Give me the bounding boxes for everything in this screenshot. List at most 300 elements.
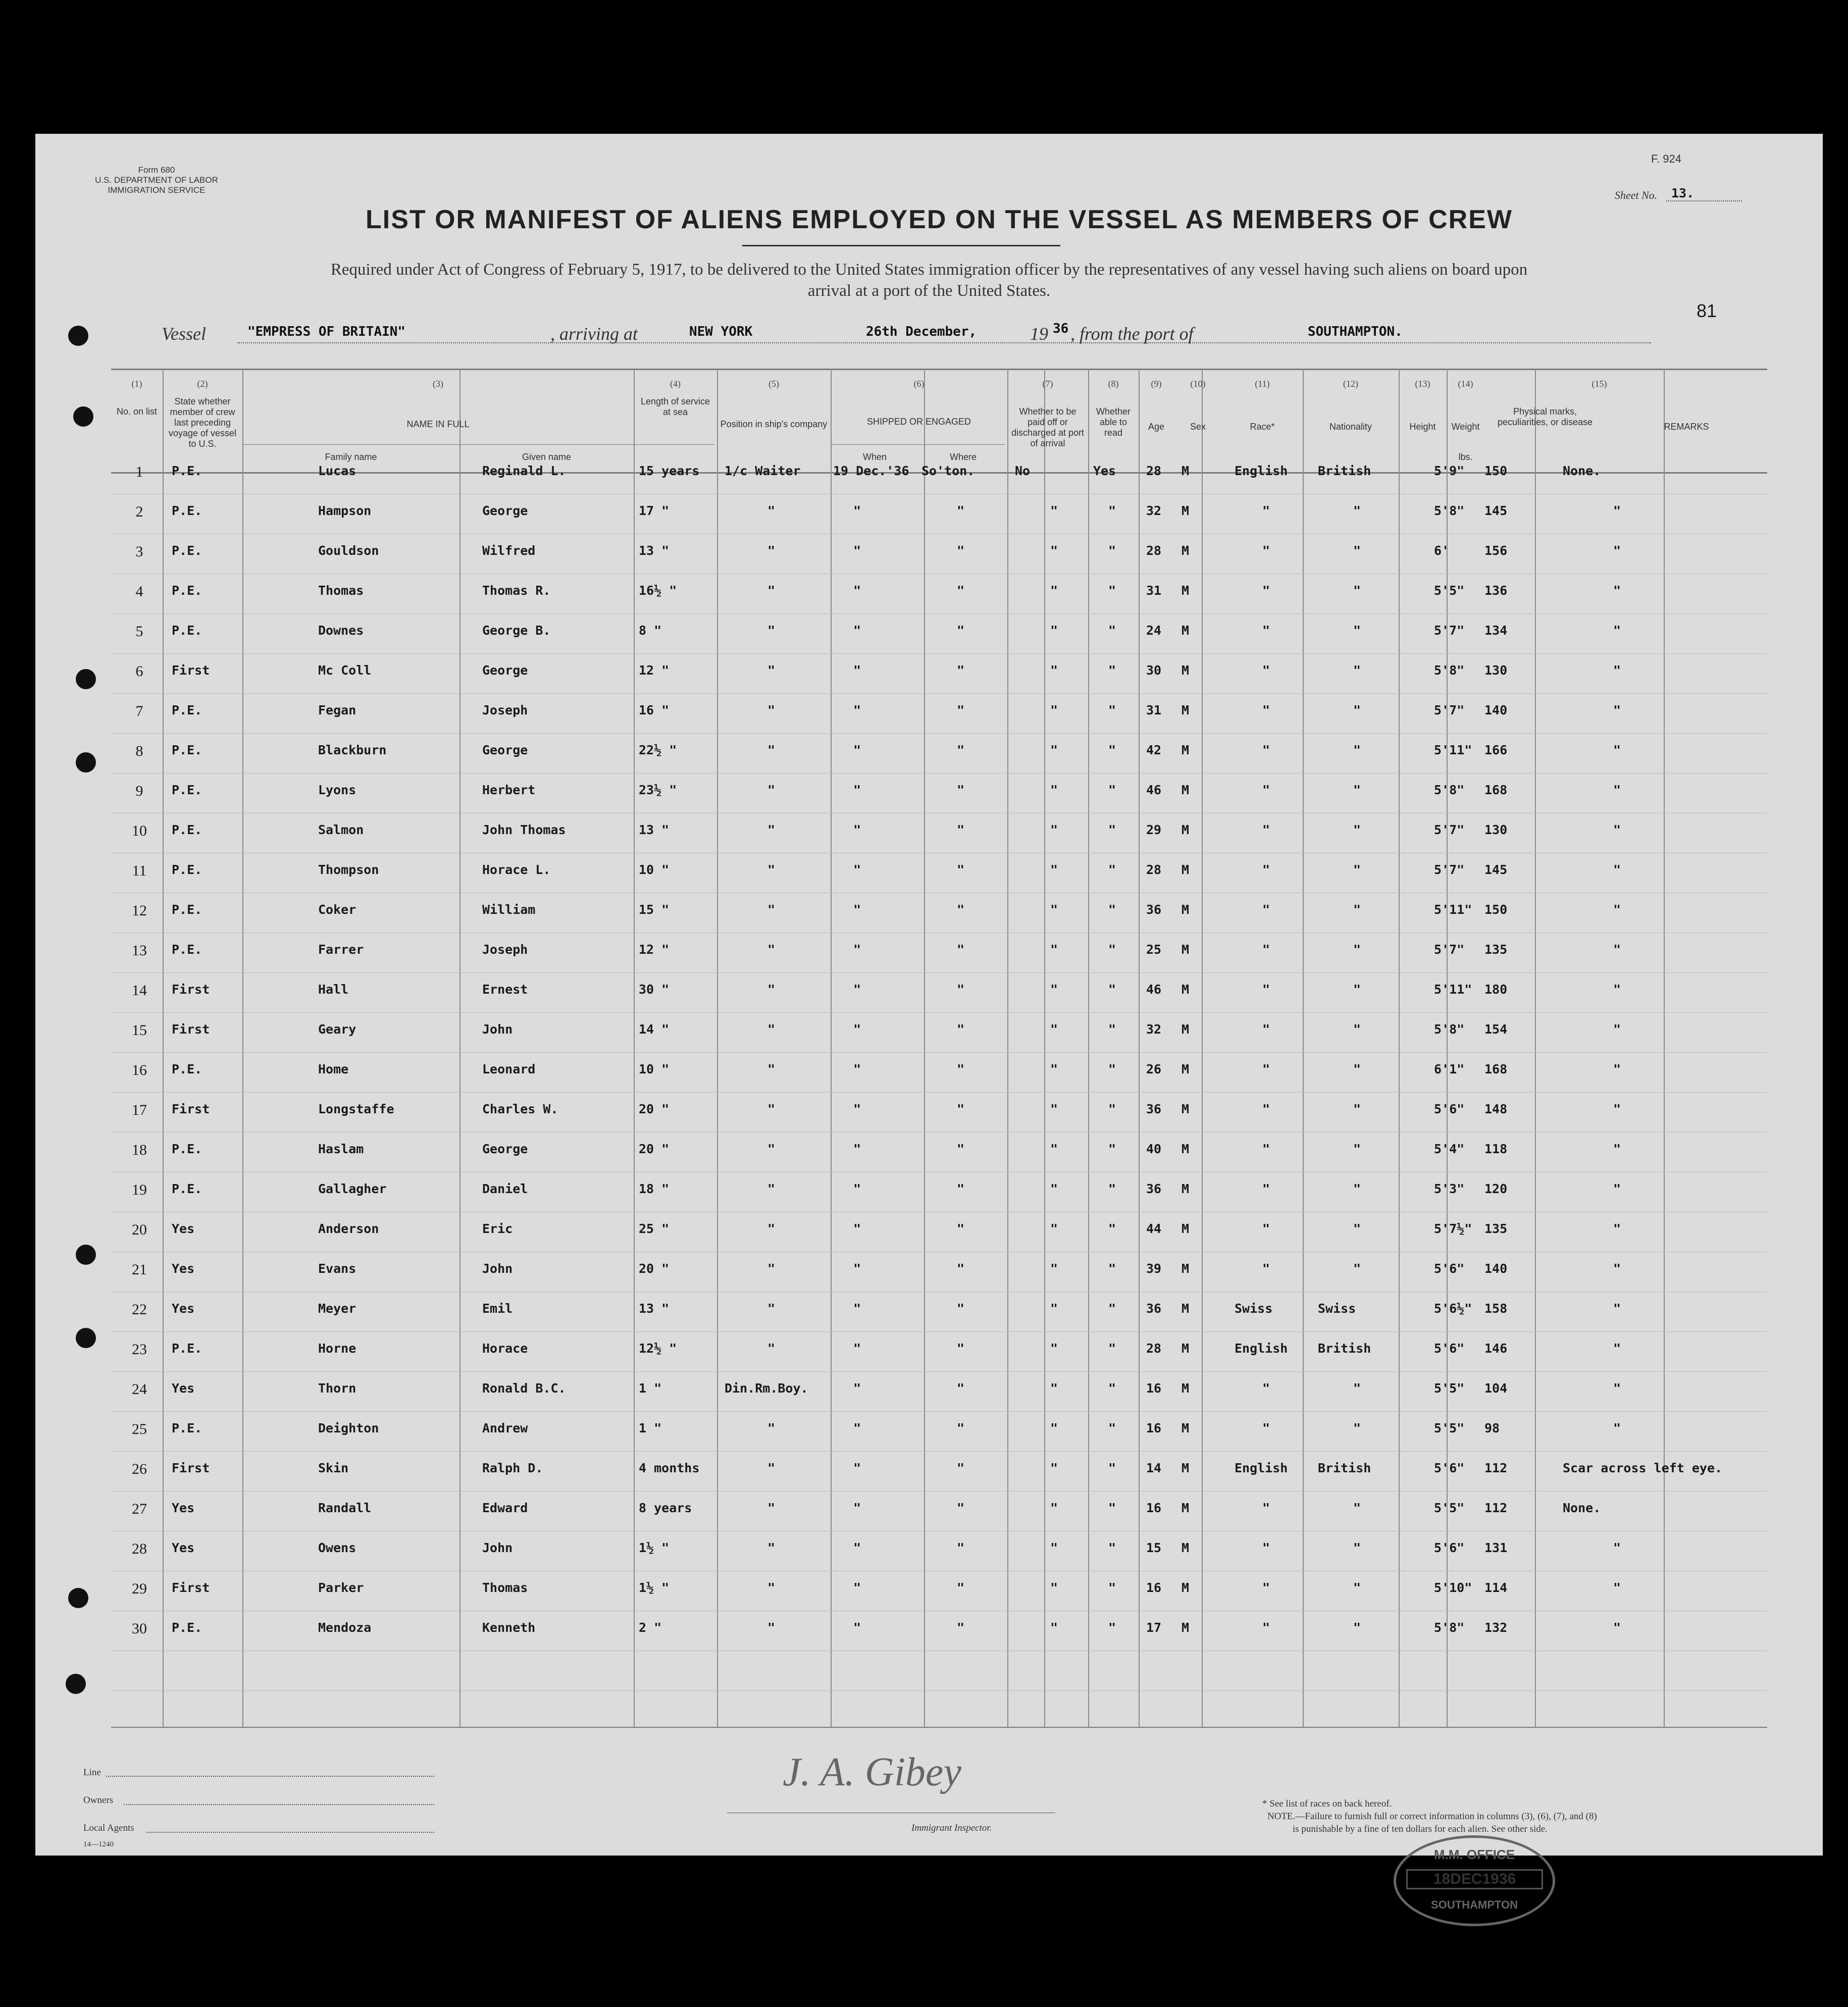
where-header: Where <box>949 452 977 462</box>
crew-status: First <box>172 1102 210 1116</box>
family-name: Randall <box>318 1501 372 1515</box>
crew-status: P.E. <box>172 902 202 917</box>
able-to-read: " <box>1108 783 1116 797</box>
race: English <box>1235 1461 1288 1475</box>
shipped-where: " <box>957 1221 965 1236</box>
family-name: Gouldson <box>318 543 379 558</box>
nationality: " <box>1353 1381 1361 1396</box>
nationality: " <box>1353 783 1361 797</box>
ship-position: " <box>767 1341 776 1356</box>
paid-off: " <box>1050 663 1058 678</box>
nationality: " <box>1353 743 1361 757</box>
weight: 145 <box>1484 862 1508 877</box>
able-to-read: " <box>1108 1620 1116 1635</box>
column-number: (8) <box>1108 379 1119 389</box>
punch-hole <box>73 406 93 427</box>
able-to-read: " <box>1108 1221 1116 1236</box>
given-name: Ronald B.C. <box>482 1381 566 1396</box>
crew-status: First <box>172 1461 210 1475</box>
height: 5'6" <box>1434 1261 1465 1276</box>
column-rule <box>163 369 164 1727</box>
row-rule <box>111 1012 1767 1013</box>
crew-status: P.E. <box>172 1181 202 1196</box>
height-header: Height <box>1409 422 1436 432</box>
shipped-when: " <box>853 982 861 997</box>
row-number: 23 <box>132 1341 147 1358</box>
crew-status: Yes <box>172 1261 195 1276</box>
height: 5'7" <box>1434 703 1465 717</box>
paid-off: " <box>1050 783 1058 797</box>
crew-status: P.E. <box>172 623 202 638</box>
weight: 180 <box>1484 982 1508 997</box>
height: 6' <box>1434 543 1450 558</box>
agents-label: Local Agents <box>83 1823 134 1833</box>
column-number: (4) <box>670 379 681 389</box>
subtitle-line-2: arrival at a port of the United States. <box>807 282 1051 300</box>
physical-marks: " <box>1613 1102 1621 1116</box>
able-to-read: " <box>1108 703 1116 717</box>
origin-port: SOUTHAMPTON. <box>1308 324 1403 339</box>
row-number: 8 <box>135 743 143 759</box>
sex: M <box>1182 1580 1190 1595</box>
row-number: 27 <box>132 1501 147 1517</box>
shipped-where: " <box>957 1102 965 1116</box>
column-rule <box>831 369 832 1727</box>
physical-marks-header: Physical marks, peculiarities, or disease <box>1497 406 1593 427</box>
physical-marks: " <box>1613 1221 1621 1236</box>
paid-off: " <box>1050 623 1058 638</box>
race: " <box>1262 1022 1270 1037</box>
height: 5'6½" <box>1434 1301 1472 1316</box>
shipped-when: " <box>853 1461 861 1475</box>
height: 5'6" <box>1434 1341 1465 1356</box>
race: English <box>1235 464 1288 478</box>
race-note: * See list of races on back hereof. <box>1262 1798 1392 1809</box>
given-name: Joseph <box>482 703 528 717</box>
weight: 156 <box>1484 543 1508 558</box>
paid-off: " <box>1050 1421 1058 1435</box>
column-number: (11) <box>1255 379 1270 389</box>
crew-status: P.E. <box>172 1341 202 1356</box>
row-rule <box>111 1092 1767 1093</box>
inspector-signature: J. A. Gibey <box>783 1750 961 1794</box>
crew-status: P.E. <box>172 862 202 877</box>
given-name: Andrew <box>482 1421 528 1435</box>
sex: M <box>1182 543 1190 558</box>
family-name: Haslam <box>318 1142 364 1156</box>
race: " <box>1262 982 1270 997</box>
weight: 134 <box>1484 623 1508 638</box>
race: " <box>1262 902 1270 917</box>
crew-status: P.E. <box>172 1142 202 1156</box>
shipped-when: " <box>853 663 861 678</box>
nationality: Swiss <box>1318 1301 1356 1316</box>
shipped-where: " <box>957 902 965 917</box>
paid-off: " <box>1050 1261 1058 1276</box>
race: " <box>1262 503 1270 518</box>
physical-marks: " <box>1613 1381 1621 1396</box>
age: 42 <box>1146 743 1162 757</box>
length-of-service: 23½ " <box>639 783 677 797</box>
able-to-read: " <box>1108 1501 1116 1515</box>
sex: M <box>1182 1022 1190 1037</box>
age: 28 <box>1146 1341 1162 1356</box>
row-number: 4 <box>135 583 143 600</box>
age: 46 <box>1146 982 1162 997</box>
shipped-when: " <box>853 1620 861 1635</box>
agents-field <box>146 1832 434 1833</box>
shipped-where: " <box>957 1142 965 1156</box>
from-label: , from the port of <box>1070 324 1194 344</box>
paid-off: " <box>1050 1062 1058 1076</box>
sex: M <box>1182 663 1190 678</box>
shipped-when: " <box>853 1102 861 1116</box>
punch-hole <box>68 326 88 346</box>
given-name: Leonard <box>482 1062 536 1076</box>
crew-status: P.E. <box>172 743 202 757</box>
physical-marks: " <box>1613 822 1621 837</box>
age: 46 <box>1146 783 1162 797</box>
column-number: (12) <box>1343 379 1358 389</box>
punch-hole <box>76 1328 96 1348</box>
family-name-header: Family name <box>325 452 377 462</box>
height: 5'8" <box>1434 1022 1465 1037</box>
given-name: John <box>482 1022 513 1037</box>
row-number: 11 <box>132 862 147 879</box>
year-suffix: 36 <box>1053 321 1069 336</box>
length-of-service: 1½ " <box>639 1540 670 1555</box>
shipped-where: " <box>957 1540 965 1555</box>
length-of-service: 12½ " <box>639 1341 677 1356</box>
form-number: Form 680 <box>138 165 175 175</box>
column-rule <box>924 369 925 1727</box>
age: 17 <box>1146 1620 1162 1635</box>
length-of-service: 13 " <box>639 543 670 558</box>
ship-position: " <box>767 1540 776 1555</box>
owners-field <box>124 1804 434 1805</box>
nationality: " <box>1353 703 1361 717</box>
margin-number: 81 <box>1697 300 1717 321</box>
ship-position: " <box>767 1461 776 1475</box>
family-name: Meyer <box>318 1301 356 1316</box>
shipped-where: " <box>957 503 965 518</box>
crew-status: Yes <box>172 1540 195 1555</box>
shipped-when: " <box>853 1301 861 1316</box>
shipped-where: " <box>957 1421 965 1435</box>
age-header: Age <box>1148 422 1165 432</box>
able-to-read: " <box>1108 583 1116 598</box>
family-name: Deighton <box>318 1421 379 1435</box>
height: 5'6" <box>1434 1540 1465 1555</box>
sex: M <box>1182 1540 1190 1555</box>
given-name: George <box>482 663 528 678</box>
age: 39 <box>1146 1261 1162 1276</box>
line-field <box>106 1776 434 1777</box>
footer-code: 14—1240 <box>83 1840 114 1848</box>
physical-marks: None. <box>1563 464 1601 478</box>
family-name: Mc Coll <box>318 663 372 678</box>
family-name: Hall <box>318 982 349 997</box>
able-to-read: " <box>1108 862 1116 877</box>
row-rule <box>111 613 1767 614</box>
length-of-service: 14 " <box>639 1022 670 1037</box>
row-number: 24 <box>132 1381 147 1398</box>
shipped-where: " <box>957 1580 965 1595</box>
length-of-service: 22½ " <box>639 743 677 757</box>
able-to-read: " <box>1108 623 1116 638</box>
shipped-when: " <box>853 503 861 518</box>
nationality: British <box>1318 1461 1371 1475</box>
race: " <box>1262 1062 1270 1076</box>
age: 32 <box>1146 503 1162 518</box>
crew-status: P.E. <box>172 822 202 837</box>
weight-header: Weight <box>1451 422 1480 432</box>
length-of-service: 8 years <box>639 1501 692 1515</box>
name-in-full-header: NAME IN FULL <box>406 419 470 429</box>
ship-position: " <box>767 1501 776 1515</box>
family-name: Farrer <box>318 942 364 957</box>
family-name: Blackburn <box>318 743 387 757</box>
weight: 104 <box>1484 1381 1508 1396</box>
age: 24 <box>1146 623 1162 638</box>
row-number: 28 <box>132 1540 147 1557</box>
race: " <box>1262 1261 1270 1276</box>
sex: M <box>1182 822 1190 837</box>
row-number: 14 <box>132 982 147 999</box>
able-to-read: " <box>1108 1381 1116 1396</box>
paid-off: " <box>1050 1102 1058 1116</box>
age: 14 <box>1146 1461 1162 1475</box>
race: " <box>1262 822 1270 837</box>
shipped-where: " <box>957 543 965 558</box>
column-number: (6) <box>913 379 925 389</box>
able-to-read: " <box>1108 1062 1116 1076</box>
shipped-when: " <box>853 1261 861 1276</box>
crew-member-header: State whether member of crew last preceding voyage of vessel to U.S. <box>168 396 237 449</box>
nationality: " <box>1353 503 1361 518</box>
race: English <box>1235 1341 1288 1356</box>
nationality: " <box>1353 1022 1361 1037</box>
crew-status: First <box>172 663 210 678</box>
physical-marks: " <box>1613 703 1621 717</box>
nationality: " <box>1353 902 1361 917</box>
crew-status: P.E. <box>172 1062 202 1076</box>
shipped-where: " <box>957 663 965 678</box>
weight: 98 <box>1484 1421 1500 1435</box>
weight: 135 <box>1484 942 1508 957</box>
shipped-when: " <box>853 1022 861 1037</box>
age: 31 <box>1146 583 1162 598</box>
shipped-header: SHIPPED OR ENGAGED <box>866 417 971 427</box>
ship-position: " <box>767 1022 776 1037</box>
column-number: (7) <box>1042 379 1053 389</box>
given-name: John <box>482 1540 513 1555</box>
weight: 130 <box>1484 663 1508 678</box>
column-rule <box>1399 369 1400 1727</box>
given-name: Thomas R. <box>482 583 551 598</box>
crew-status: P.E. <box>172 783 202 797</box>
family-name: Downes <box>318 623 364 638</box>
nationality: " <box>1353 543 1361 558</box>
no-on-list-header: No. on list <box>116 406 158 417</box>
paid-off: " <box>1050 822 1058 837</box>
sheet-label: Sheet No. <box>1614 189 1658 201</box>
ship-position: " <box>767 543 776 558</box>
row-rule <box>111 1331 1767 1332</box>
length-of-service: 8 " <box>639 623 662 638</box>
row-rule <box>111 972 1767 973</box>
race: " <box>1262 743 1270 757</box>
family-name: Mendoza <box>318 1620 372 1635</box>
weight: 114 <box>1484 1580 1508 1595</box>
lbs-header: lbs. <box>1458 452 1473 462</box>
age: 44 <box>1146 1221 1162 1236</box>
physical-marks: " <box>1613 623 1621 638</box>
column-rule <box>1044 369 1045 1727</box>
age: 40 <box>1146 1142 1162 1156</box>
shipped-where: " <box>957 862 965 877</box>
nationality: " <box>1353 1421 1361 1435</box>
family-name: Thompson <box>318 862 379 877</box>
punch-hole <box>76 752 96 773</box>
nationality: " <box>1353 1501 1361 1515</box>
family-name: Fegan <box>318 703 356 717</box>
given-name: Edward <box>482 1501 528 1515</box>
height: 5'4" <box>1434 1142 1465 1156</box>
sheet-number-line <box>1666 200 1742 201</box>
family-name: Home <box>318 1062 349 1076</box>
ship-position: " <box>767 1261 776 1276</box>
ship-position: " <box>767 822 776 837</box>
column-number: (10) <box>1190 379 1206 389</box>
nationality: " <box>1353 1102 1361 1116</box>
row-number: 17 <box>132 1102 147 1118</box>
row-number: 6 <box>135 663 143 680</box>
ship-position: " <box>767 902 776 917</box>
shipped-where: " <box>957 1381 965 1396</box>
shipped-when: " <box>853 783 861 797</box>
crew-status: First <box>172 982 210 997</box>
crew-status: Yes <box>172 1221 195 1236</box>
able-to-read: " <box>1108 1421 1116 1435</box>
owners-label: Owners <box>83 1795 114 1806</box>
sex: M <box>1182 1620 1190 1635</box>
weight: 150 <box>1484 902 1508 917</box>
able-to-read: " <box>1108 663 1116 678</box>
length-of-service: 20 " <box>639 1261 670 1276</box>
sex: M <box>1182 1261 1190 1276</box>
weight: 150 <box>1484 464 1508 478</box>
race: " <box>1262 1381 1270 1396</box>
physical-marks: " <box>1613 1540 1621 1555</box>
physical-marks: " <box>1613 543 1621 558</box>
ship-position: " <box>767 503 776 518</box>
paid-off: " <box>1050 1022 1058 1037</box>
subtitle-line-1: Required under Act of Congress of February 5, 1917, to be delivered to the United States immigration officer by the representatives of any vessel having such aliens on board upon <box>330 261 1528 279</box>
given-name: George B. <box>482 623 551 638</box>
row-number: 2 <box>135 503 143 520</box>
given-name: George <box>482 1142 528 1156</box>
weight: 136 <box>1484 583 1508 598</box>
ship-position: " <box>767 1620 776 1635</box>
inspector-label: Immigrant Inspector. <box>911 1823 992 1833</box>
arriving-label: , arriving at <box>550 324 638 344</box>
row-number: 15 <box>132 1022 147 1039</box>
given-name: George <box>482 743 528 757</box>
family-name: Coker <box>318 902 356 917</box>
sex: M <box>1182 902 1190 917</box>
ship-position: " <box>767 583 776 598</box>
shipped-when: " <box>853 1341 861 1356</box>
department: U.S. DEPARTMENT OF LABOR <box>95 175 218 185</box>
length-of-service: 4 months <box>639 1461 700 1475</box>
given-name: Wilfred <box>482 543 536 558</box>
length-of-service: 20 " <box>639 1142 670 1156</box>
length-of-service: 30 " <box>639 982 670 997</box>
shipped-when: " <box>853 1580 861 1595</box>
paid-off: " <box>1050 1501 1058 1515</box>
height: 5'7" <box>1434 623 1465 638</box>
weight: 158 <box>1484 1301 1508 1316</box>
sex: M <box>1182 1102 1190 1116</box>
nationality: " <box>1353 862 1361 877</box>
line-label: Line <box>83 1767 101 1778</box>
ship-position: " <box>767 783 776 797</box>
sex: M <box>1182 1181 1190 1196</box>
physical-marks: Scar across left eye. <box>1563 1461 1723 1475</box>
sex: M <box>1182 783 1190 797</box>
paid-off: " <box>1050 982 1058 997</box>
age: 25 <box>1146 942 1162 957</box>
weight: 145 <box>1484 503 1508 518</box>
shipped-where: So'ton. <box>921 464 975 478</box>
height: 5'6" <box>1434 1461 1465 1475</box>
arrival-date: 26th December, <box>866 324 977 339</box>
paid-off: No <box>1015 464 1031 478</box>
row-number: 19 <box>132 1181 147 1198</box>
given-name: George <box>482 503 528 518</box>
age: 26 <box>1146 1062 1162 1076</box>
physical-marks: " <box>1613 1022 1621 1037</box>
crew-status: First <box>172 1580 210 1595</box>
ship-position: " <box>767 982 776 997</box>
row-number: 29 <box>132 1580 147 1597</box>
given-name: Horace <box>482 1341 528 1356</box>
height: 5'10" <box>1434 1580 1472 1595</box>
crew-status: P.E. <box>172 1620 202 1635</box>
weight: 154 <box>1484 1022 1508 1037</box>
row-number: 21 <box>132 1261 147 1278</box>
weight: 148 <box>1484 1102 1508 1116</box>
able-to-read: " <box>1108 982 1116 997</box>
position-header: Position in ship's company <box>720 419 828 429</box>
family-name: Gallagher <box>318 1181 387 1196</box>
able-to-read: " <box>1108 1142 1116 1156</box>
able-to-read: " <box>1108 1022 1116 1037</box>
column-rule <box>717 369 718 1727</box>
given-name: Joseph <box>482 942 528 957</box>
shipped-where: " <box>957 942 965 957</box>
weight: 112 <box>1484 1461 1508 1475</box>
given-name: John Thomas <box>482 822 566 837</box>
column-number: (15) <box>1592 379 1607 389</box>
shipped-when: " <box>853 1221 861 1236</box>
sex: M <box>1182 1221 1190 1236</box>
ship-position: " <box>767 942 776 957</box>
physical-marks: " <box>1613 982 1621 997</box>
column-rule <box>1007 369 1008 1727</box>
age: 36 <box>1146 902 1162 917</box>
